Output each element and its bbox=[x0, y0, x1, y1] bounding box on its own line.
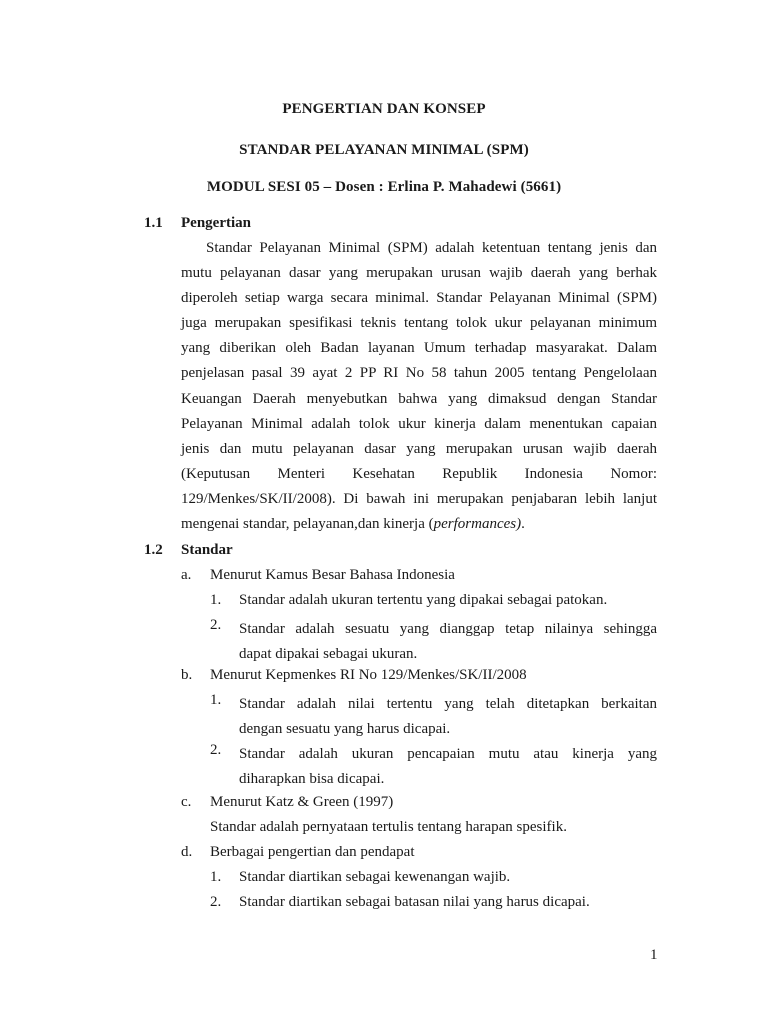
paragraph-line: juga merupakan spesifikasi teknis tentang tolok ukur pelayanan minimum bbox=[181, 315, 657, 332]
list-item bbox=[239, 742, 657, 792]
subsection-heading: Menurut Kepmenkes RI No 129/Menkes/SK/II/2008 bbox=[210, 667, 527, 683]
document-subtitle: STANDAR PELAYANAN MINIMAL (SPM) bbox=[239, 142, 529, 158]
paragraph-line bbox=[181, 236, 657, 261]
list-item-line: Standar adalah sesuatu yang dianggap tetap nilainya sehingga bbox=[239, 621, 657, 637]
paragraph-line-text: Standar Pelayanan Minimal (SPM) adalah ketentuan tentang jenis dan bbox=[206, 240, 657, 256]
module-heading: MODUL SESI 05 – Dosen : Erlina P. Mahadewi (5661) bbox=[206, 179, 562, 195]
list-marker: a. bbox=[181, 567, 192, 583]
paragraph-line: penjelasan pasal 39 ayat 2 PP RI No 58 tahun 2005 tentang Pengelolaan bbox=[181, 365, 657, 382]
paragraph-line: 129/Menkes/SK/II/2008). Di bawah ini merupakan penjabaran lebih lanjut bbox=[181, 490, 657, 507]
section-number: 1.1 bbox=[144, 215, 163, 231]
list-marker: c. bbox=[181, 794, 192, 810]
list-marker: 1. bbox=[210, 692, 222, 708]
subsection-heading: Menurut Katz & Green (1997) bbox=[210, 794, 394, 810]
list-marker: b. bbox=[181, 667, 193, 683]
list-marker: 1. bbox=[210, 869, 222, 885]
subsection-heading: Menurut Kamus Besar Bahasa Indonesia bbox=[210, 567, 455, 583]
list-item: Standar diartikan sebagai kewenangan wajib. bbox=[239, 869, 511, 885]
list-item bbox=[239, 617, 657, 667]
list-item-line: Standar adalah ukuran pencapaian mutu atau kinerja yang bbox=[239, 746, 657, 762]
list-item: Standar adalah ukuran tertentu yang dipakai sebagai patokan. bbox=[239, 592, 608, 608]
section-number: 1.2 bbox=[144, 542, 163, 558]
list-item-line: Standar adalah nilai tertentu yang telah ditetapkan berkaitan bbox=[239, 696, 657, 712]
list-item-line: diharapkan bisa dicapai. bbox=[239, 771, 385, 787]
paragraph-line: Pelayanan Minimal adalah tolok ukur kinerja dalam menentukan capaian bbox=[181, 415, 657, 432]
paragraph-line bbox=[181, 512, 657, 537]
subsection-text: Standar adalah pernyataan tertulis tentang harapan spesifik. bbox=[210, 819, 567, 835]
list-marker: 2. bbox=[210, 617, 222, 633]
subsection-heading: Berbagai pengertian dan pendapat bbox=[210, 844, 415, 860]
list-item bbox=[239, 692, 657, 742]
section-title: Standar bbox=[181, 542, 233, 558]
paragraph-line: yang diberikan oleh Badan layanan Umum terhadap masyarakat. Dalam bbox=[181, 340, 657, 357]
list-marker: 1. bbox=[210, 592, 222, 608]
list-item-line: dapat dipakai sebagai ukuran. bbox=[239, 646, 418, 662]
paragraph-line: mutu pelayanan dasar yang merupakan urusan wajib daerah yang berhak bbox=[181, 265, 657, 282]
paragraph-line: jenis dan mutu pelayanan dasar yang merupakan urusan wajib daerah bbox=[181, 440, 657, 457]
paragraph-line: (Keputusan Menteri Kesehatan Republik Indonesia Nomor: bbox=[181, 465, 657, 482]
list-marker: 2. bbox=[210, 894, 222, 910]
paragraph-line-text: . bbox=[521, 516, 525, 533]
list-item-line: dengan sesuatu yang harus dicapai. bbox=[239, 721, 451, 737]
paragraph-pengertian bbox=[181, 236, 657, 537]
paragraph-line-text: mengenai standar, pelayanan,dan kinerja ( bbox=[181, 516, 434, 533]
page-number: 1 bbox=[650, 947, 658, 963]
paragraph-line: Keuangan Daerah menyebutkan bahwa yang dimaksud dengan Standar bbox=[181, 390, 657, 407]
list-marker: d. bbox=[181, 844, 193, 860]
list-marker: 2. bbox=[210, 742, 222, 758]
paragraph-line: diperoleh setiap warga secara minimal. Standar Pelayanan Minimal (SPM) bbox=[181, 290, 657, 307]
section-title: Pengertian bbox=[181, 215, 251, 231]
italic-term: performances) bbox=[433, 516, 522, 533]
document-title: PENGERTIAN DAN KONSEP bbox=[282, 101, 486, 117]
list-item: Standar diartikan sebagai batasan nilai yang harus dicapai. bbox=[239, 894, 590, 910]
